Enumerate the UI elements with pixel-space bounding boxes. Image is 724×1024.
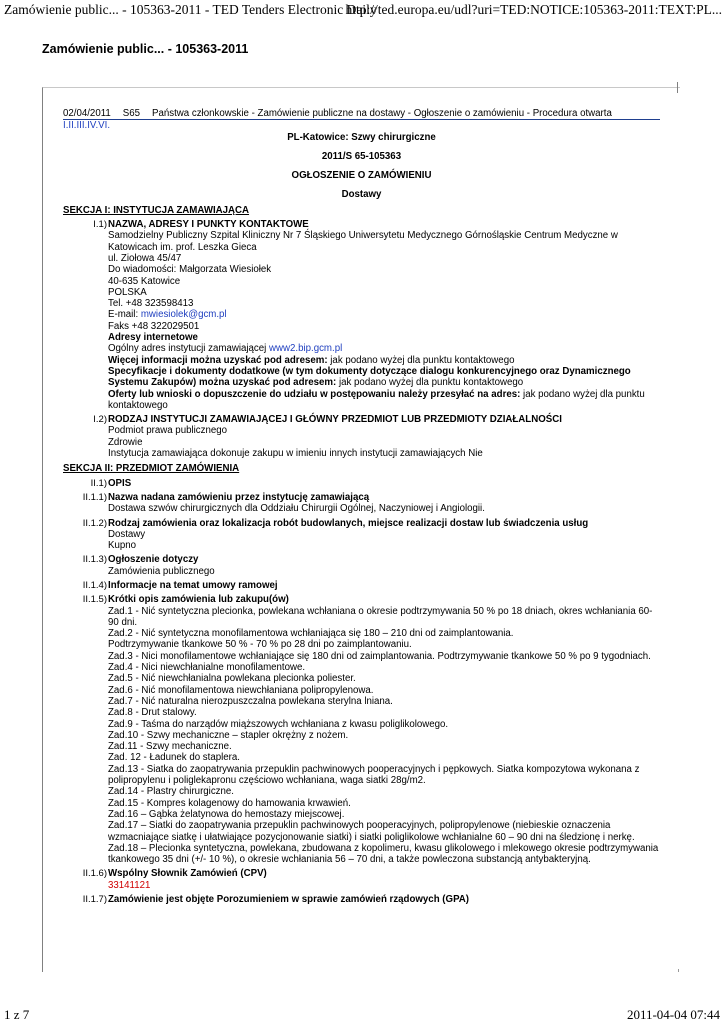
item-text: Dostawy — [108, 528, 146, 540]
lot-description: Zad. 12 - Ładunek do staplera. — [108, 752, 240, 764]
notice-headline: PL-Katowice: Szwy chirurgiczne — [287, 131, 436, 143]
offers-value: jak podano wyżej dla punktu kontaktowego — [108, 388, 645, 411]
item-number: II.1.3) — [82, 554, 107, 566]
offers-row — [108, 389, 660, 412]
cpv-code: 33141121 — [108, 879, 151, 891]
item-heading: OPIS — [108, 477, 132, 489]
item-heading: Wspólny Słownik Zamówień (CPV) — [108, 868, 267, 880]
contact-email-link[interactable]: mwiesiolek@gcm.pl — [140, 309, 227, 321]
lot-description: Zad.13 - Siatka do zaopatrywania przepuklin pachwinowych pooperacyjnych i pępkowych. Siatka kompozytowa wykonana z polipropylenu i poliglekapronu częściowo wchłaniana, waga siatki 28g/m2. — [108, 763, 640, 787]
authority-type: Podmiot prawa publicznego — [108, 425, 228, 437]
item-heading: NAZWA, ADRESY I PUNKTY KONTAKTOWE — [108, 219, 309, 231]
more-info-label: Więcej informacji można uzyskać pod adresem: — [108, 354, 328, 366]
contact-organisation: Samodzielny Publiczny Szpital Kliniczny Nr 7 Śląskiego Uniwersytetu Medycznego Górnośląskie Centrum Medyczne w Katowicach im. prof. Leszka Gieca — [108, 230, 618, 253]
notice-series: S65 — [122, 108, 141, 119]
general-address-row — [108, 343, 660, 354]
item-heading: Krótki opis zamówienia lub zakupu(ów) — [108, 594, 289, 606]
lot-description: Zad.16 – Gąbka żelatynowa do hemostazy miejscowej. — [108, 808, 345, 820]
lot-description: Zad.5 - Nić niewchłanialna powlekana plecionka poliester. — [108, 673, 356, 685]
internet-addresses-heading: Adresy internetowe — [108, 332, 198, 344]
general-address-link[interactable]: www2.bip.gcm.pl — [269, 343, 343, 355]
lot-description: Zad.3 - Nici monofilamentowe wchłaniające się 180 dni od zaimplantowania. Podtrzymywanie tkankowe 50 % po 9 tygodniach. — [108, 650, 651, 662]
lot-description: Zad.11 - Szwy mechaniczne. — [108, 741, 232, 753]
item-number: II.1.4) — [82, 579, 107, 591]
item-number: II.1.2) — [82, 517, 107, 529]
offers-label: Oferty lub wnioski o dopuszczenie do udziału w postępowaniu należy przesyłać na adres: — [108, 388, 521, 400]
section-item-ii13 — [63, 554, 660, 577]
contact-email-row — [108, 309, 660, 320]
notice-description: Państwa członkowskie - Zamówienie publiczne na dostawy - Ogłoszenie o zamówieniu - Procedura otwarta — [152, 108, 612, 119]
lot-description: Zad.8 - Drut stalowy. — [108, 707, 197, 719]
item-text: Zamówienia publicznego — [108, 565, 215, 577]
item-heading: RODZAJ INSTYTUCJI ZAMAWIAJĄCEJ I GŁÓWNY PRZEDMIOT LUB PRZEDMIOTY DZIAŁALNOŚCI — [108, 414, 562, 426]
section-2-heading: SEKCJA II: PRZEDMIOT ZAMÓWIENIA — [63, 463, 240, 475]
notice-date: 02/04/2011 — [63, 108, 111, 119]
contact-postal: 40-635 Katowice — [108, 275, 181, 287]
print-footer-datetime: 2011-04-04 07:44 — [626, 1007, 720, 1022]
authority-purchase-behalf: Instytucja zamawiająca dokonuje zakupu w imieniu innych instytucji zamawiających Nie — [108, 448, 483, 460]
section-item-ii11 — [63, 492, 660, 515]
lot-description: Podtrzymywanie tkankowe 50 % - 70 % po 28 dni po zaimplantowaniu. — [108, 639, 412, 651]
item-number: I.1) — [93, 219, 107, 231]
notice-topline — [63, 108, 660, 120]
item-number: II.1.1) — [82, 491, 107, 503]
item-heading: Informacje na temat umowy ramowej — [108, 579, 278, 591]
notice-reference: 2011/S 65-105363 — [321, 150, 402, 162]
lot-description: Zad.6 - Nić monofilamentowa niewchłaniana polipropylenowa. — [108, 684, 374, 696]
item-number: II.1.5) — [82, 594, 107, 606]
contact-attention: Do wiadomości: Małgorzata Wiesiołek — [108, 264, 272, 276]
contact-fax: Faks +48 322029501 — [108, 320, 200, 332]
item-number: II.1) — [90, 477, 107, 489]
print-header-url: http://ted.europa.eu/udl?uri=TED:NOTICE:105363-2011:TEXT:PL... — [345, 2, 722, 17]
section-item-ii17 — [63, 894, 660, 905]
item-heading: Ogłoszenie dotyczy — [108, 554, 199, 566]
more-info-value: jak podano wyżej dla punktu kontaktowego — [330, 354, 515, 366]
lot-description: Zad.18 – Plecionka syntetyczna, powlekana, zbudowana z kopolimeru, kwasu glikolowego i mlekowego okresie podtrzymywania tkankowego 35 dni (+/- 10 %), o okresie wchłaniania 56 – 70 dni, a także powleczona substancją antybakteryjną. — [108, 842, 659, 866]
specifications-label: Specyfikacje i dokumenty dodatkowe (w tym dokumenty dotyczące dialogu konkurencyjnego oraz Dynamicznego Systemu Zakupów) można uzyskać pod adresem: — [108, 365, 631, 389]
item-heading: Rodzaj zamówienia oraz lokalizacja robót budowlanych, miejsce realizacji dostaw lub świadczenia usług — [108, 517, 589, 529]
section-item-ii14 — [63, 580, 660, 591]
frame-divider-bottom — [678, 969, 679, 972]
section-item-i2 — [63, 414, 660, 459]
lot-description: Zad.1 - Nić syntetyczna plecionka, powlekana wchłaniana o okresie podtrzymywania 50 % po 18 dniach, okres wchłaniania 60-90 dni. — [108, 605, 653, 628]
print-header-title: Zamówienie public... - 105363-2011 - TED Tenders Electronic Daily — [4, 2, 377, 17]
section-item-ii12 — [63, 518, 660, 552]
page-title: Zamówienie public... - 105363-2011 — [42, 42, 249, 56]
specifications-value: jak podano wyżej dla punktu kontaktowego — [338, 377, 524, 389]
notice-content — [63, 108, 660, 905]
lot-description: Zad.7 - Nić naturalna nierozpuszczalna powlekana sterylna lniana. — [108, 695, 393, 707]
item-text: Dostawa szwów chirurgicznych dla Oddziału Chirurgii Ogólnej, Naczyniowej i Angiologii. — [108, 503, 485, 515]
contact-street: ul. Ziołowa 45/47 — [108, 252, 182, 264]
contract-type: Dostawy — [341, 189, 382, 201]
section-nav-links[interactable]: I.II.III.IV.VI. — [63, 120, 111, 132]
item-number: II.1.7) — [82, 894, 107, 905]
frame-divider — [677, 82, 678, 93]
section-item-ii16 — [63, 868, 660, 891]
section-1-heading: SEKCJA I: INSTYTUCJA ZAMAWIAJĄCA — [63, 204, 250, 216]
general-address-label: Ogólny adres instytucji zamawiającej — [108, 343, 267, 355]
authority-activity: Zdrowie — [108, 436, 143, 448]
more-info-row — [108, 355, 660, 366]
item-text: Kupno — [108, 540, 137, 552]
print-footer-page: 1 z 7 — [4, 1007, 30, 1022]
lot-description: Zad.9 - Taśma do narządów miąższowych wchłaniana z kwasu poliglikolowego. — [108, 718, 449, 730]
contact-country: POLSKA — [108, 286, 147, 298]
item-heading: Zamówienie jest objęte Porozumieniem w sprawie zamówień rządowych (GPA) — [108, 894, 470, 905]
item-number: I.2) — [93, 414, 107, 426]
lot-description: Zad.17 – Siatki do zaopatrywania przepuklin pachwinowych pooperacyjnych, polipropylenowe (niebieskie oznaczenia wzmacniające siatkę i ułatwiające pozycjonowanie siatki) i siatki poliglikolowe wchłanialne 60 – 90 dni na śledzionę i nerkę. — [108, 820, 635, 843]
section-item-i1 — [63, 219, 660, 411]
lot-description: Zad.4 - Nici niewchłanialne monofilamentowe. — [108, 662, 306, 674]
lot-description: Zad.14 - Plastry chirurgiczne. — [108, 786, 234, 798]
lot-description: Zad.10 - Szwy mechaniczne – stapler okrężny z nożem. — [108, 729, 349, 741]
contact-phone: Tel. +48 323598413 — [108, 298, 194, 310]
lot-description: Zad.15 - Kompres kolagenowy do hamowania krwawień. — [108, 797, 351, 809]
contact-email-label: E-mail: — [108, 309, 139, 321]
section-item-ii1 — [63, 478, 660, 489]
item-heading: Nazwa nadana zamówieniu przez instytucję zamawiającą — [108, 491, 370, 503]
lot-description: Zad.2 - Nić syntetyczna monofilamentowa wchłaniająca się 180 – 210 dni od zaimplantowania. — [108, 628, 514, 640]
notice-type: OGŁOSZENIE O ZAMÓWIENIU — [291, 170, 432, 182]
item-number: II.1.6) — [82, 868, 107, 880]
section-item-ii15 — [63, 594, 660, 865]
specifications-row — [108, 366, 660, 389]
